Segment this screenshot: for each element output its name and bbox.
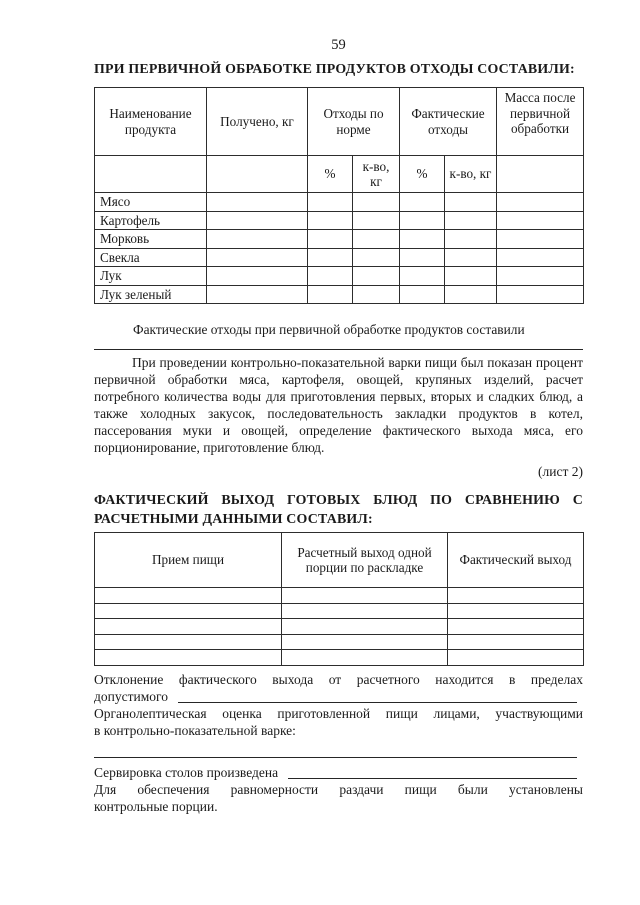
- serving-line: [94, 764, 583, 781]
- portions-line2: контрольные порции.: [94, 799, 218, 815]
- blank-fill-line: [94, 757, 577, 758]
- sheet-label: (лист 2): [538, 464, 583, 479]
- empty-cell: [497, 230, 584, 249]
- document-page: [94, 0, 583, 816]
- empty-cell: [353, 248, 400, 267]
- deviation-line: Отклонение фактического выхода от расчетного находится в пределах: [94, 671, 583, 687]
- subcol-norm-qty: к-во, кг: [353, 156, 400, 193]
- product-name-cell: Картофель: [95, 211, 207, 230]
- page-number: 59: [331, 37, 346, 53]
- empty-cell: [282, 650, 448, 666]
- empty-cell: [400, 248, 445, 267]
- empty-cell: [207, 193, 308, 212]
- empty-subheader-cell: [207, 156, 308, 193]
- empty-cell: [282, 603, 448, 619]
- empty-cell: [353, 193, 400, 212]
- spacer: [94, 740, 583, 747]
- empty-cell: [207, 267, 308, 286]
- product-name-cell: Морковь: [95, 230, 207, 249]
- table-row: [95, 267, 584, 286]
- empty-cell: [207, 285, 308, 304]
- empty-cell: [95, 634, 282, 650]
- col-header-calculated-output: Расчетный выход одной порции по раскладке: [282, 533, 448, 588]
- col-header-actual-output: Фактический выход: [448, 533, 584, 588]
- serving-label: Сервировка столов произведена: [94, 764, 279, 780]
- col-header-mass-after: Масса после первичной обработки: [497, 88, 584, 156]
- blank-fill-line: [94, 349, 583, 350]
- empty-cell: [497, 267, 584, 286]
- col-header-actual-waste: Фактические отходы: [400, 88, 497, 156]
- empty-cell: [282, 588, 448, 604]
- section2-title: ФАКТИЧЕСКИЙ ВЫХОД ГОТОВЫХ БЛЮД ПО СРАВНЕНИЮ С РАСЧЕТНЫМИ ДАННЫМИ СОСТАВИЛ:: [94, 493, 583, 527]
- empty-cell: [308, 285, 353, 304]
- product-name-cell: Мясо: [95, 193, 207, 212]
- demonstration-paragraph: При проведении контрольно-показательной варки пищи был показан процент первичной обработки мяса, картофеля, овощей, крупяных изделий, расчет потребного количества воды для приготовления первых, вторых и сладких блюд, а также холодных закусок, последовательность закладки продуктов в котел, пассерования муки и овощей, определение фактического выхода мяса, его порционирование, приготовление блюд.: [94, 355, 583, 455]
- empty-cell: [353, 230, 400, 249]
- empty-cell: [400, 267, 445, 286]
- deviation-fill-line: [94, 688, 583, 705]
- table-row: [95, 248, 584, 267]
- empty-cell: [400, 193, 445, 212]
- waste-table-header-row: [95, 88, 584, 156]
- empty-cell: [207, 230, 308, 249]
- product-name-cell: Лук: [95, 267, 207, 286]
- col-header-received: Получено, кг: [207, 88, 308, 156]
- empty-cell: [207, 211, 308, 230]
- empty-cell: [445, 267, 497, 286]
- empty-cell: [308, 193, 353, 212]
- empty-cell: [445, 285, 497, 304]
- empty-cell: [497, 248, 584, 267]
- empty-cell: [308, 230, 353, 249]
- subcol-norm-percent: %: [308, 156, 353, 193]
- col-header-norm-waste: Отходы по норме: [308, 88, 400, 156]
- organoleptic-line2: в контрольно-показательной варке:: [94, 723, 296, 739]
- empty-cell: [445, 248, 497, 267]
- subcol-actual-qty: к-во, кг: [445, 156, 497, 193]
- empty-cell: [282, 634, 448, 650]
- actual-waste-note: Фактические отходы при первичной обработке продуктов составили: [133, 322, 525, 337]
- empty-cell: [448, 603, 584, 619]
- output-table-header-row: [95, 533, 584, 588]
- empty-cell: [497, 211, 584, 230]
- section1-title: ПРИ ПЕРВИЧНОЙ ОБРАБОТКЕ ПРОДУКТОВ ОТХОДЫ СОСТАВИЛИ:: [94, 62, 575, 77]
- waste-table-subheader-row: [95, 156, 584, 193]
- empty-cell: [353, 285, 400, 304]
- empty-cell: [95, 588, 282, 604]
- closing-section: [94, 671, 583, 816]
- col-header-meal: Прием пищи: [95, 533, 282, 588]
- subcol-actual-percent: %: [400, 156, 445, 193]
- deviation-label: допустимого: [94, 688, 168, 704]
- empty-cell: [308, 248, 353, 267]
- table-row: [95, 193, 584, 212]
- product-name-cell: Свекла: [95, 248, 207, 267]
- waste-table: [94, 87, 584, 304]
- empty-cell: [353, 267, 400, 286]
- empty-cell: [445, 230, 497, 249]
- table-row: [95, 230, 584, 249]
- empty-cell: [353, 211, 400, 230]
- empty-subheader-cell: [497, 156, 584, 193]
- col-header-product: Наименование продукта: [95, 88, 207, 156]
- table-row: [95, 650, 584, 666]
- empty-cell: [95, 650, 282, 666]
- blank-fill-line: [288, 778, 577, 779]
- empty-cell: [448, 650, 584, 666]
- table-row: [95, 588, 584, 604]
- empty-cell: [282, 619, 448, 635]
- empty-subheader-cell: [95, 156, 207, 193]
- empty-cell: [95, 619, 282, 635]
- empty-cell: [445, 211, 497, 230]
- empty-cell: [497, 285, 584, 304]
- empty-cell: [497, 193, 584, 212]
- empty-cell: [448, 588, 584, 604]
- organoleptic-line: Органолептическая оценка приготовленной пищи лицами, участвующими: [94, 706, 583, 722]
- blank-fill-line: [178, 702, 577, 703]
- table-row: [95, 619, 584, 635]
- table-row: [95, 211, 584, 230]
- empty-cell: [308, 211, 353, 230]
- empty-cell: [400, 211, 445, 230]
- empty-cell: [95, 603, 282, 619]
- table-row: [95, 603, 584, 619]
- product-name-cell: Лук зеленый: [95, 285, 207, 304]
- empty-cell: [400, 285, 445, 304]
- table-row: [95, 285, 584, 304]
- empty-cell: [445, 193, 497, 212]
- output-table: [94, 532, 584, 666]
- empty-cell: [207, 248, 308, 267]
- table-row: [95, 634, 584, 650]
- empty-cell: [448, 619, 584, 635]
- empty-cell: [308, 267, 353, 286]
- portions-line: Для обеспечения равномерности раздачи пищи были установлены: [94, 781, 583, 797]
- empty-cell: [400, 230, 445, 249]
- empty-cell: [448, 634, 584, 650]
